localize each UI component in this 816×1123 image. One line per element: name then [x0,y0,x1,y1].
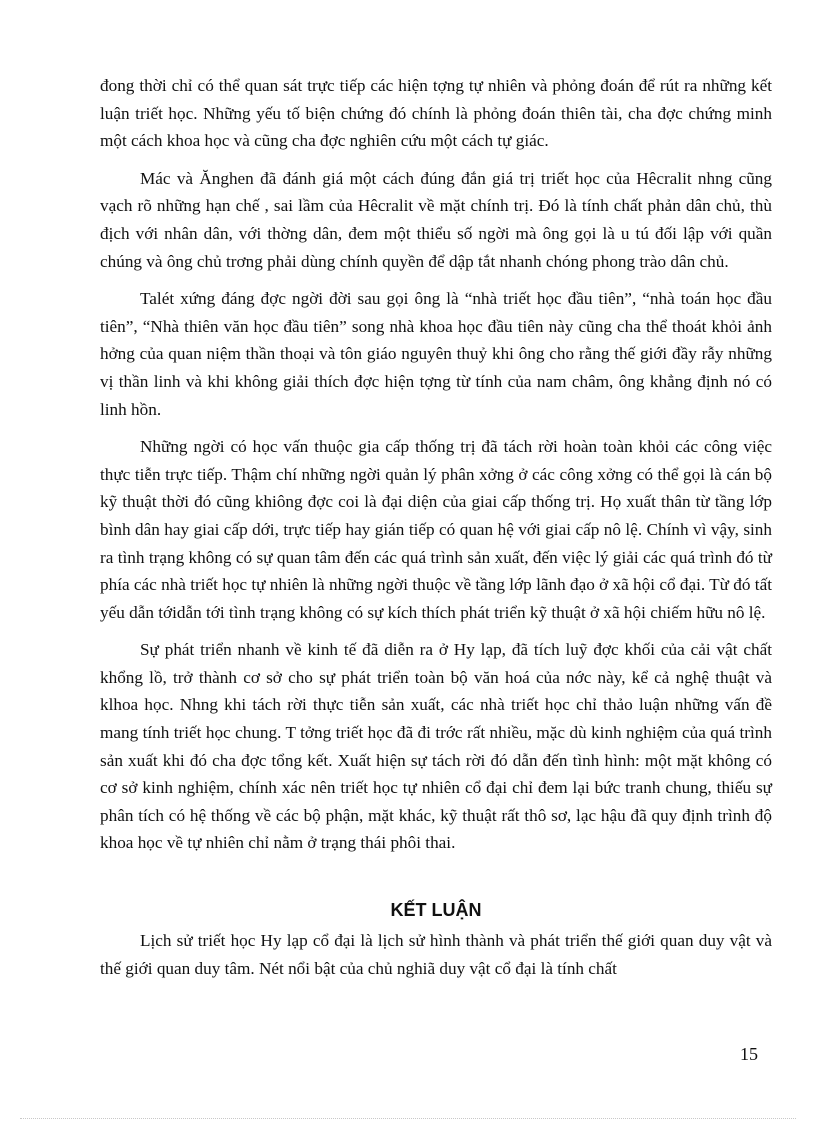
page-number: 15 [740,1044,758,1064]
paragraph-3: Talét xứng đáng đợc ngời đời sau gọi ông là “nhà triết học đầu tiên”, “nhà toán học đầu tiên”, “Nhà thiên văn học đầu tiên” song nhà khoa học đầu tiên này cũng cha thể thoát khỏi ảnh hởng của quan niệm thần thoại và tôn giáo nguyên thuỷ khi ông cho rằng thế giới đầy rẫy những vị thần linh và khi không giải thích đợc hiện tợng từ tính của nam châm, ông khẳng định nó có linh hồn. [100,289,772,419]
paragraph-5: Sự phát triển nhanh về kinh tế đã diễn ra ở Hy lạp, đã tích luỹ đợc khối của cải vật chất khổng lồ, trở thành cơ sở cho sự phát triển toàn bộ văn hoá của nớc này, kể cả nghệ thuật và klhoa học. Nhng khi tách rời thực tiễn sản xuất, các nhà triết học chỉ thảo luận những vấn đề mang tính triết học chung. T tởng triết học đã đi trớc rất nhiều, mặc dù kinh nghiệm của quá trình sản xuất khi đó cha đợc tổng kết. Xuất hiện sự tách rời đó dẫn đến tình hình: một mặt không có cơ sở kinh nghiệm, chính xác nên triết học tự nhiên cổ đại chỉ đem lại bức tranh chung, thiếu sự phân tích có hệ thống về các bộ phận, mặt khác, kỹ thuật rất thô sơ, lạc hậu đã quy định trình độ khoa học về tự nhiên chỉ nằm ở trạng thái phôi thai. [100,640,772,853]
paragraph-2: Mác và Ănghen đã đánh giá một cách đúng đắn giá trị triết học của Hêcralit nhng cũng vạch rõ những hạn chế , sai lầm của Hêcralit về mặt chính trị. Đó là tính chất phản dân chủ, thù địch với nhân dân, với thờng dân, đem một thiểu số ngời mà ông gọi là u tú đối lập với quần chúng và ông chủ trơng phải dùng chính quyền để dập tắt nhanh chóng phong trào dân chủ. [100,168,772,271]
paragraph-4: Những ngời có học vấn thuộc gia cấp thống trị đã tách rời hoàn toàn khỏi các công việc thực tiễn trực tiếp. Thậm chí những ngời quản lý phân xởng ở các công xởng có thể gọi là cán bộ kỹ thuật thời đó cũng khiông đợc coi là đại diện của giai cấp thống trị. Họ xuất thân từ tầng lớp bình dân hay giai cấp dới, trực tiếp hay gián tiếp có quan hệ với giai cấp nô lệ. Chính vì vậy, sinh ra tình trạng không có sự quan tâm đến các quá trình sản xuất, đến việc lý giải các quá trình đó từ phía các nhà triết học tự nhiên là những ngời thuộc về tầng lớp lãnh đạo ở xã hội cổ đại. Từ đó tất yếu dẫn tớidẫn tới tình trạng không có sự kích thích phát triển kỹ thuật ở xã hội chiếm hữu nô lệ. [100,437,772,622]
conclusion-paragraph: Lịch sử triết học Hy lạp cổ đại là lịch sử hình thành và phát triển thế giới quan duy vật và thế giới quan duy tâm. Nét nổi bật của chủ nghiã duy vật cổ đại là tính chất [100,931,772,978]
document-page [100,72,772,982]
footer-divider [20,1118,796,1119]
paragraph-1: đong thời chỉ có thể quan sát trực tiếp các hiện tợng tự nhiên và phỏng đoán để rút ra những kết luận triết học. Những yếu tố biện chứng đó chính là phỏng đoán thiên tài, cha đợc chứng minh một cách khoa học và cũng cha đợc nghiên cứu một cách tự giác. [100,76,772,151]
section-heading: KẾT LUẬN [390,900,482,921]
